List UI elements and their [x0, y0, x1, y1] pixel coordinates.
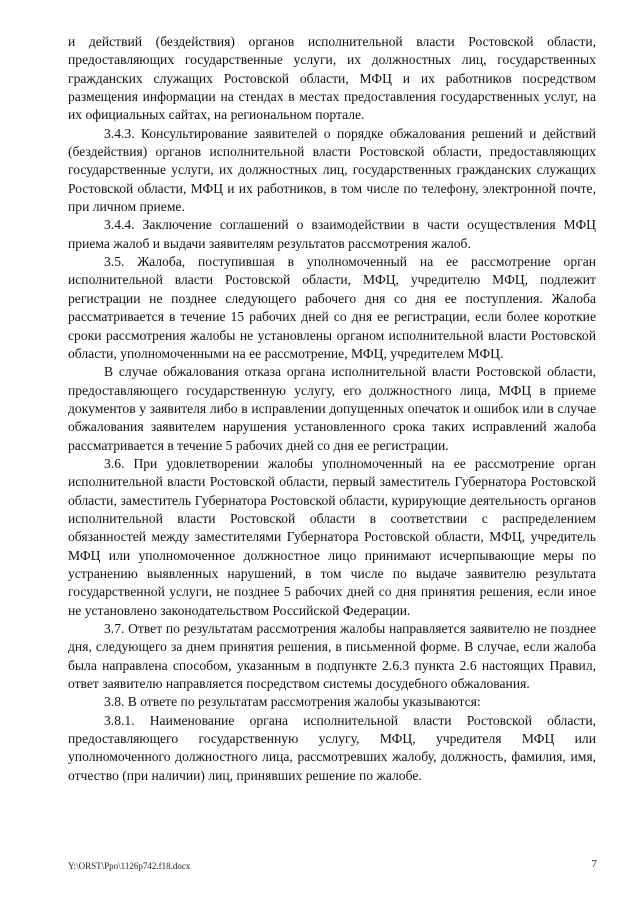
paragraph-continuation: и действий (бездействия) органов исполнительной власти Ростовской области, предоставляющих государственные услуги, их должностных лиц, государственных гражданских служащих Ростовской области, МФЦ и их работников посредством размещения информации на стендах в местах предоставления государственных услуг, на их официальных сайтах, на региональном портале. — [68, 34, 596, 123]
page-number: 7 — [591, 858, 597, 870]
paragraph-3-4-4: 3.4.4. Заключение соглашений о взаимодействии в части осуществления МФЦ приема жалоб и выдачи заявителям результатов рассмотрения жалоб. — [68, 217, 596, 251]
paragraph-3-7: 3.7. Ответ по результатам рассмотрения жалобы направляется заявителю не позднее дня, следующего за днем принятия решения, в письменной форме. В случае, если жалоба была направлена способом, указанным в подпункте 2.6.3 пункта 2.6 настоящих Правил, ответ заявителю направляется посредством системы досудебного обжалования. — [68, 621, 596, 692]
paragraph-3-8: 3.8. В ответе по результатам рассмотрения жалобы указываются: — [104, 694, 481, 710]
paragraph-3-8-1: 3.8.1. Наименование органа исполнительной власти Ростовской области, предоставляющего государственную услугу, МФЦ, учредителя МФЦ или уполномоченного должностного лица, рассмотревших жалобу, должность, фамилия, имя, отчество (при наличии) лиц, принявших решение по жалобе. — [68, 712, 596, 783]
document-body — [68, 33, 596, 785]
paragraph-3-5: 3.5. Жалоба, поступившая в уполномоченный на ее рассмотрение орган исполнительной власти Ростовской области, МФЦ, учредителю МФЦ, подлежит регистрации не позднее следующего рабочего дня со дня ее поступления. Жалоба рассматривается в течение 15 рабочих дней со дня ее регистрации, если более короткие сроки рассмотрения жалобы не установлены органом исполнительной власти Ростовской области, уполномоченными на ее рассмотрение, МФЦ, учредителем МФЦ. — [68, 254, 596, 361]
footer-file-path: Y:\ORST\Ppo\1126p742.f18.docx — [68, 861, 191, 871]
paragraph-3-6: 3.6. При удовлетворении жалобы уполномоченный на ее рассмотрение орган исполнительной власти Ростовской области, первый заместитель Губернатора Ростовской области, заместитель Губернатора Ростовской области, курирующие деятельность органов исполнительной власти Ростовской области в соответствии с распределением обязанностей между заместителями Губернатора Ростовской области, МФЦ, учредитель МФЦ или уполномоченное должностное лицо принимают исчерпывающие меры по устранению выявленных нарушений, в том числе по выдаче заявителю результата государственной услуги, не позднее 5 рабочих дней со дня принятия решения, если иное не установлено законодательством Российской Федерации. — [68, 455, 596, 618]
paragraph-3-4-3: 3.4.3. Консультирование заявителей о порядке обжалования решений и действий (бездействия) органов исполнительной власти Ростовской области, предоставляющих государственные услуги, их должностных лиц, государственных гражданских служащих Ростовской области, МФЦ и их работников, в том числе по телефону, электронной почте, при личном приеме. — [68, 125, 596, 215]
paragraph-3-5-appeal-refusal: В случае обжалования отказа органа исполнительной власти Ростовской области, предоставляющего государственную услугу, его должностного лица, МФЦ в приеме документов у заявителя либо в исправлении допущенных опечаток и ошибок или в случае обжалования заявителем нарушения установленного срока таких исправлений жалоба рассматривается в течение 5 рабочих дней со дня ее регистрации. — [68, 364, 596, 453]
